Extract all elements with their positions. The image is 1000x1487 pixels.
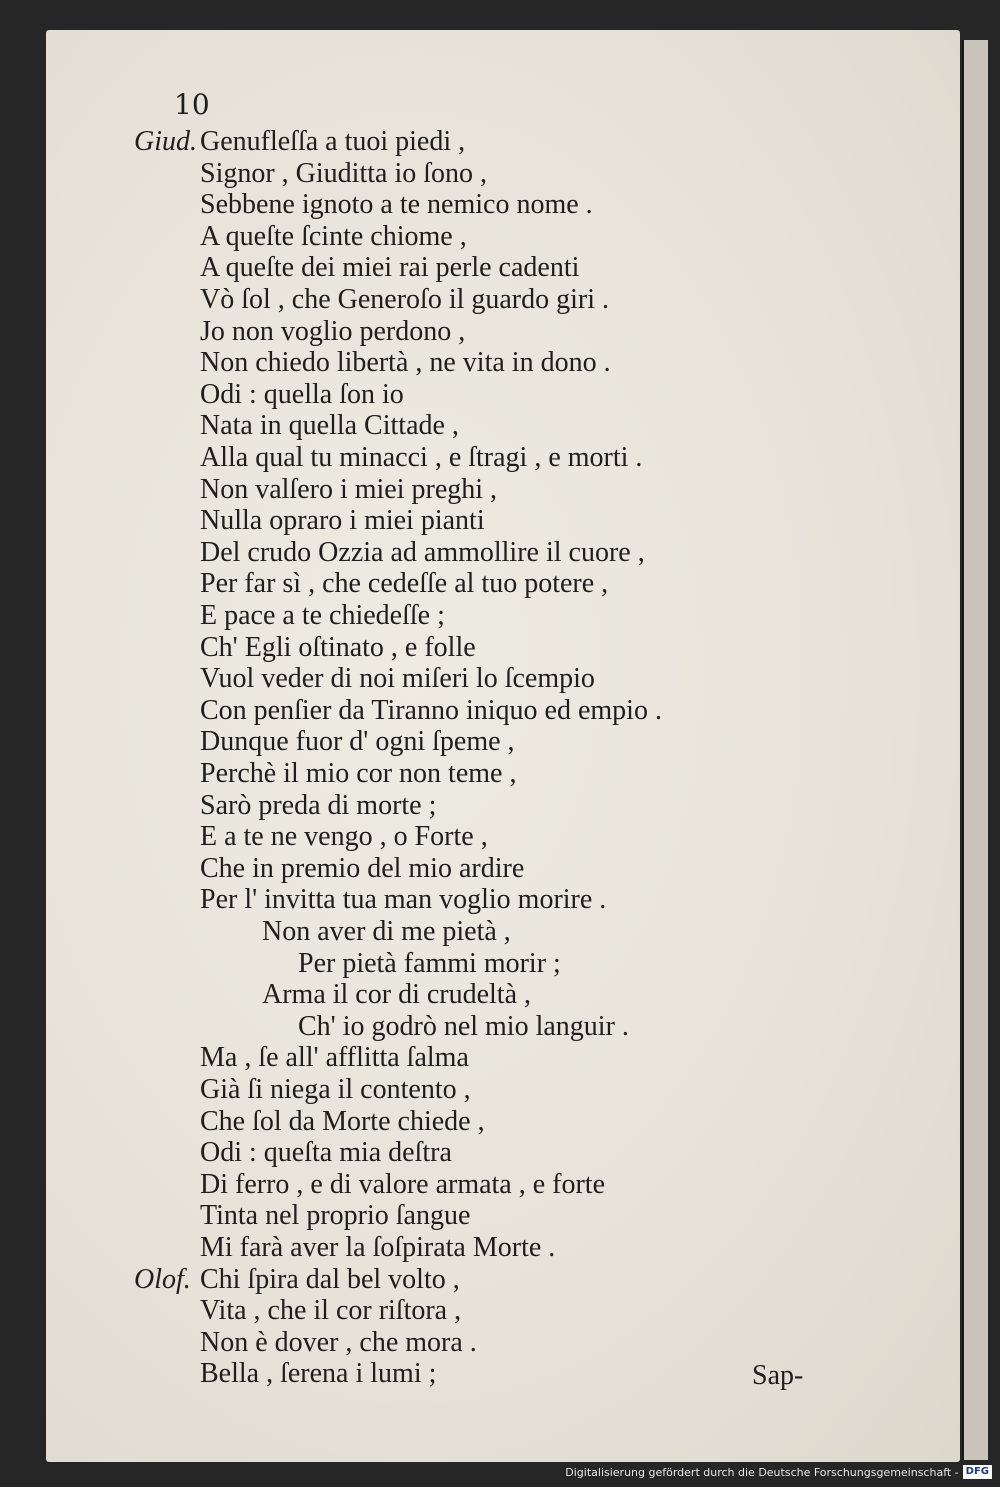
verse-line: Jo non voglio perdono , [200,315,466,347]
verse-line: Odi : queſta mia deſtra [200,1137,452,1169]
verse-line: Di ferro , e di valore armata , e forte [200,1168,606,1200]
verse-line: Per far sì , che cedeſſe al tuo potere , [200,568,609,600]
footer-bar [565,1463,992,1481]
verse-line: Che ſol da Morte chiede , [200,1105,485,1137]
verse-line: Non chiedo libertà , ne vita in dono . [200,347,611,379]
verse-line: Ch' Egli oſtinato , e folle [200,631,476,663]
catchword: Sap- [752,1360,804,1391]
verse-line: A queſte ſcinte chiome , [200,220,467,252]
verse-line: Bella , ſerena i lumi ; [200,1358,437,1390]
facing-page-edge [962,40,988,1460]
verse-line: Chi ſpira dal bel volto , [200,1263,460,1295]
verse-line: Non valſero i miei preghi , [200,473,498,505]
verse-line: Del crudo Ozzia ad ammollire il cuore , [200,536,645,568]
verse-line: Arma il cor di crudeltà , [262,979,532,1011]
verse-line: Con penſier da Tiranno iniquo ed empio . [200,694,662,726]
verse-line: Vita , che il cor riſtora , [200,1295,462,1327]
speaker-label: Giud. [134,126,197,157]
verse-line: Che in premio del mio ardire [200,852,525,884]
verse-line: Signor , Giuditta io ſono , [200,157,487,189]
verse-line: Vuol veder di noi miſeri lo ſcempio [200,663,595,695]
verse-line: E a te ne vengo , o Forte , [200,821,488,853]
verse-line: Mi farà aver la ſoſpirata Morte . [200,1232,556,1263]
verse-line: Alla qual tu minacci , e ſtragi , e morti . [200,442,643,473]
verse-line: Genufleſſa a tuoi piedi , [200,126,466,157]
footer-credit: Digitalisierung gefördert durch die Deutsche Forschungsgemeinschaft - [565,1465,959,1479]
verse-line: Odi : quella ſon io [200,378,404,410]
verse-line: Ch' io godrò nel mio languir . [298,1010,629,1042]
verse-line: Per pietà fammi morir ; [298,947,561,979]
page-number: 10 [174,88,210,121]
verse-line: Tinta nel proprio ſangue [200,1200,471,1232]
verse-line: Per l' invitta tua man voglio morire . [200,884,607,916]
verse-line: Dunque fuor d' ogni ſpeme , [200,726,515,758]
verse-line: A queſte dei miei rai perle cadenti [200,252,580,284]
verse-line: Nulla opraro i miei pianti [200,505,485,537]
verse-line: Nata in quella Cittade , [200,410,459,442]
speaker-label: Olof. [134,1263,191,1295]
verse-line: Non è dover , che mora . [200,1326,477,1358]
verse-line: Vò ſol , che Generoſo il guardo giri . [200,284,610,315]
verse-line: Già ſi niega il contento , [200,1074,471,1105]
dfg-logo-icon: DFG [963,1465,992,1479]
verse-line: Perchè il mio cor non teme , [200,758,517,789]
verse-line: Sarò preda di morte ; [200,789,437,821]
verse-line: Sebbene ignoto a te nemico nome . [200,189,593,221]
verse-line: E pace a te chiedeſſe ; [200,600,445,631]
verse-line: Ma , ſe all' afflitta ſalma [200,1042,469,1074]
verse-line: Non aver di me pietà , [262,916,511,947]
